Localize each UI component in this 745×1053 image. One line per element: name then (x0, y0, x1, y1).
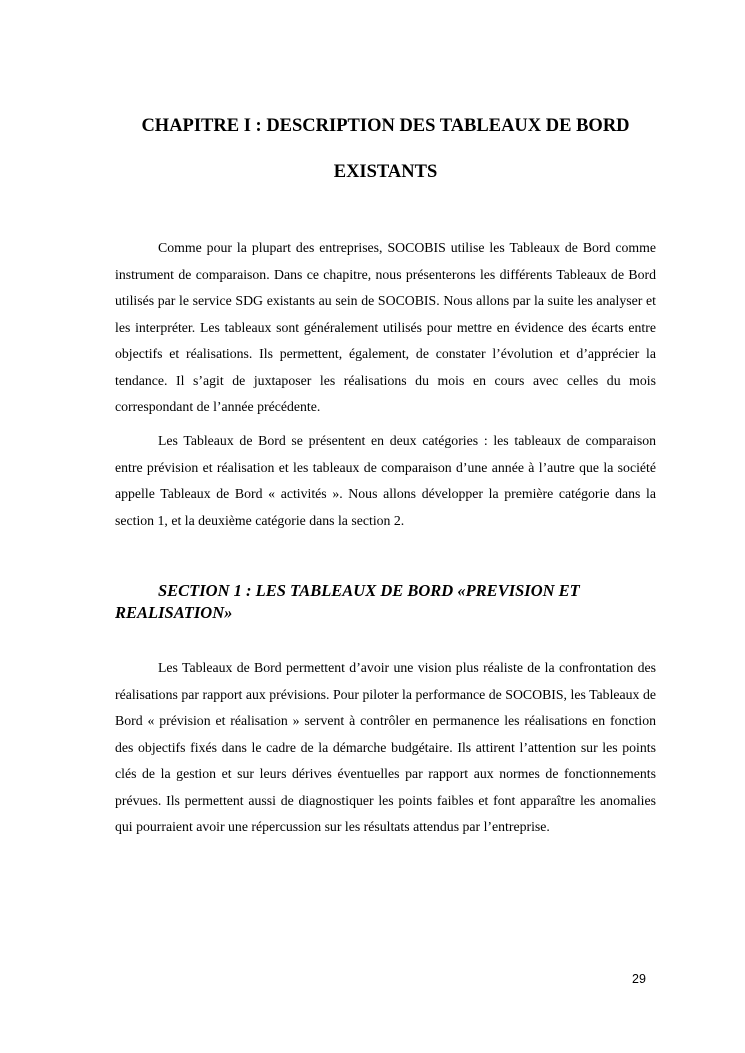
page-number: 29 (632, 972, 646, 986)
chapter-title-line1: CHAPITRE I : DESCRIPTION DES TABLEAUX DE BORD (141, 116, 630, 136)
document-page (115, 0, 656, 1053)
intro-paragraph-2: Les Tableaux de Bord se présentent en deux catégories : les tableaux de comparaison entre prévision et réalisation et les tableaux de comparaison d’une année à l’autre que la société appelle Tableaux de Bord « activités ». Nous allons développer la première catégorie dans la section 1, et la deuxième catégorie dans la section 2. (115, 433, 656, 528)
chapter-title (115, 113, 656, 185)
section-1-paragraph: Les Tableaux de Bord permettent d’avoir une vision plus réaliste de la confrontation des réalisations par rapport aux prévisions. Pour piloter la performance de SOCOBIS, les Tableaux de Bord « prévision et réalisation » servent à contrôler en permanence les réalisations en fonction des objectifs fixés dans le cadre de la démarche budgétaire. Ils attirent l’attention sur les points clés de la gestion et sur leurs dérives éventuelles par rapport aux normes de fonctionnements prévues. Ils permettent aussi de diagnostiquer les points faibles et font apparaître les anomalies qui pourraient avoir une répercussion sur les résultats attendus par l’entreprise. (115, 660, 656, 834)
chapter-title-line2: EXISTANTS (333, 162, 438, 182)
section-1-title: SECTION 1 : LES TABLEAUX DE BORD «PREVISION ET REALISATION» (115, 581, 580, 622)
intro-paragraph-1: Comme pour la plupart des entreprises, SOCOBIS utilise les Tableaux de Bord comme instrument de comparaison. Dans ce chapitre, nous présenterons les différents Tableaux de Bord utilisés par le service SDG existants au sein de SOCOBIS. Nous allons par la suite les analyser et les interpréter. Les tableaux sont généralement utilisés pour mettre en évidence des écarts entre objectifs et réalisations. Ils permettent, également, de constater l’évolution et d’apprécier la tendance. Il s’agit de juxtaposer les réalisations du mois en cours avec celles du mois correspondant de l’année précédente. (115, 240, 656, 414)
